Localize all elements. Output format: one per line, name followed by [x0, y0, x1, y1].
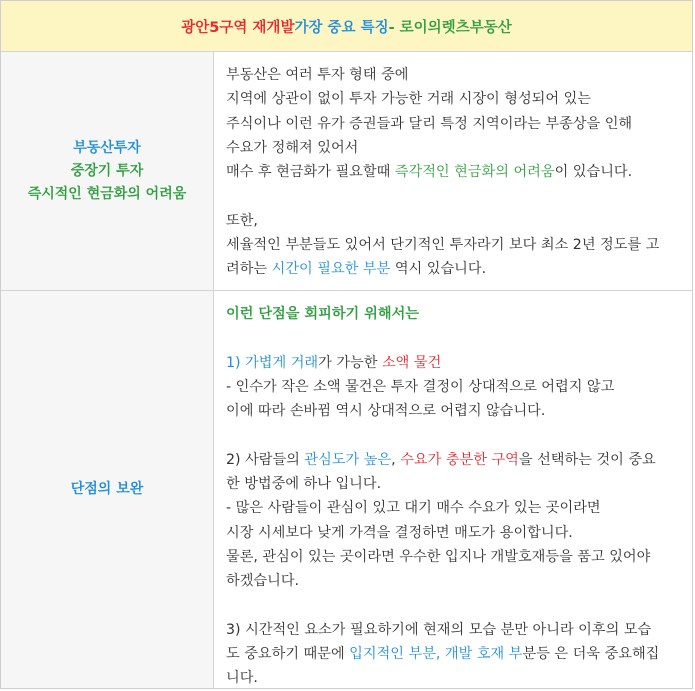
blank-line — [226, 326, 682, 350]
highlight-text: 1) 가볍게 거래 — [226, 354, 319, 371]
row-label-cell — [1, 52, 214, 290]
text-line — [226, 351, 682, 375]
row-content-cell — [214, 52, 692, 290]
highlight-text: 입지적인 부분, 개발 호재 부 — [349, 646, 523, 663]
title-blue: 가장 중요 특징 — [294, 19, 389, 36]
text-span: 도 중요하기 때문에 — [226, 646, 350, 663]
table-title — [1, 1, 692, 52]
title-red: 광안5구역 재개발 — [181, 19, 295, 36]
text-span: , — [391, 451, 401, 468]
blank-line — [226, 594, 682, 618]
text-line: 시장 시세보다 낮게 가격을 결정하면 매도가 용이합니다. — [226, 524, 573, 541]
row-content-cell — [214, 291, 692, 688]
text-line: 또한, — [226, 212, 258, 229]
label-line: 즉시적인 현금화의 어려움 — [27, 185, 187, 202]
text-span: 을 선택하는 것이 중요 — [518, 451, 656, 468]
label-line: 단점의 보완 — [70, 481, 144, 497]
text-line: 주식이나 이런 유가 증권들과 달리 특정 지역이라는 부종상을 인해 — [226, 115, 633, 132]
text-span: 2) 사람들의 — [226, 451, 305, 468]
highlight-text: 소액 물건 — [381, 354, 442, 371]
text-span: 역시 있습니다. — [390, 261, 487, 278]
blank-line — [226, 423, 682, 447]
text-line — [226, 160, 682, 184]
text-line: 지역에 상관이 없이 투자 가능한 거래 시장이 형성되어 있는 — [226, 91, 592, 108]
text-line: - 인수가 작은 소액 물건은 투자 결정이 상대적으로 어렵지 않고 — [226, 378, 615, 395]
text-line: 수요가 정해져 있어서 — [226, 139, 359, 156]
text-span: 가 가능한 — [318, 354, 382, 371]
text-span: 려하는 — [226, 261, 272, 278]
row-characteristics — [1, 52, 692, 291]
text-line: 이에 따라 손바뀜 역시 상대적으로 어렵지 않습니다. — [226, 403, 546, 420]
label-line: 부동산투자 — [73, 139, 141, 156]
text-line: 부동산은 여러 투자 형태 중에 — [226, 67, 409, 83]
text-line: 3) 시간적인 요소가 필요하기에 현재의 모습 분만 아니라 이후의 모습 — [226, 621, 652, 638]
text-line — [226, 642, 682, 666]
text-line — [226, 257, 682, 281]
label-line: 중장기 투자 — [70, 162, 144, 179]
text-line — [226, 448, 682, 472]
text-line: 세율적인 부분들도 있어서 단기적인 투자라기 보다 최소 2년 정도를 고 — [226, 237, 660, 254]
highlight-text: 즉각적인 현금화의 어려움 — [394, 164, 555, 181]
highlight-text: 수요가 충분한 구역 — [400, 451, 519, 468]
text-line: 하겠습니다. — [226, 573, 300, 590]
highlight-text: 시간이 필요한 부분 — [271, 261, 391, 278]
section-heading: 이런 단점을 회피하기 위해서는 — [226, 306, 419, 322]
text-line: 물론, 관심이 있는 곳이라면 우수한 입지나 개발호재등을 품고 있어야 — [226, 548, 651, 565]
text-line: 한 방법중에 하나 입니다. — [226, 476, 382, 493]
row-label-cell — [1, 291, 214, 688]
text-line: - 많은 사람들이 관심이 있고 대기 매수 수요가 있는 곳이라면 — [226, 500, 601, 517]
blank-line — [226, 184, 682, 208]
text-span: 이 있습니다. — [554, 164, 633, 181]
text-span: 매수 후 현금화가 필요할때 — [226, 164, 395, 181]
highlight-text: 관심도가 높은 — [304, 451, 392, 468]
text-line: 니다. — [226, 670, 258, 687]
title-green: - 로이의렛츠부동산 — [388, 19, 512, 36]
row-complement — [1, 291, 692, 688]
text-span: 분등 은 더욱 중요해집 — [522, 646, 660, 663]
